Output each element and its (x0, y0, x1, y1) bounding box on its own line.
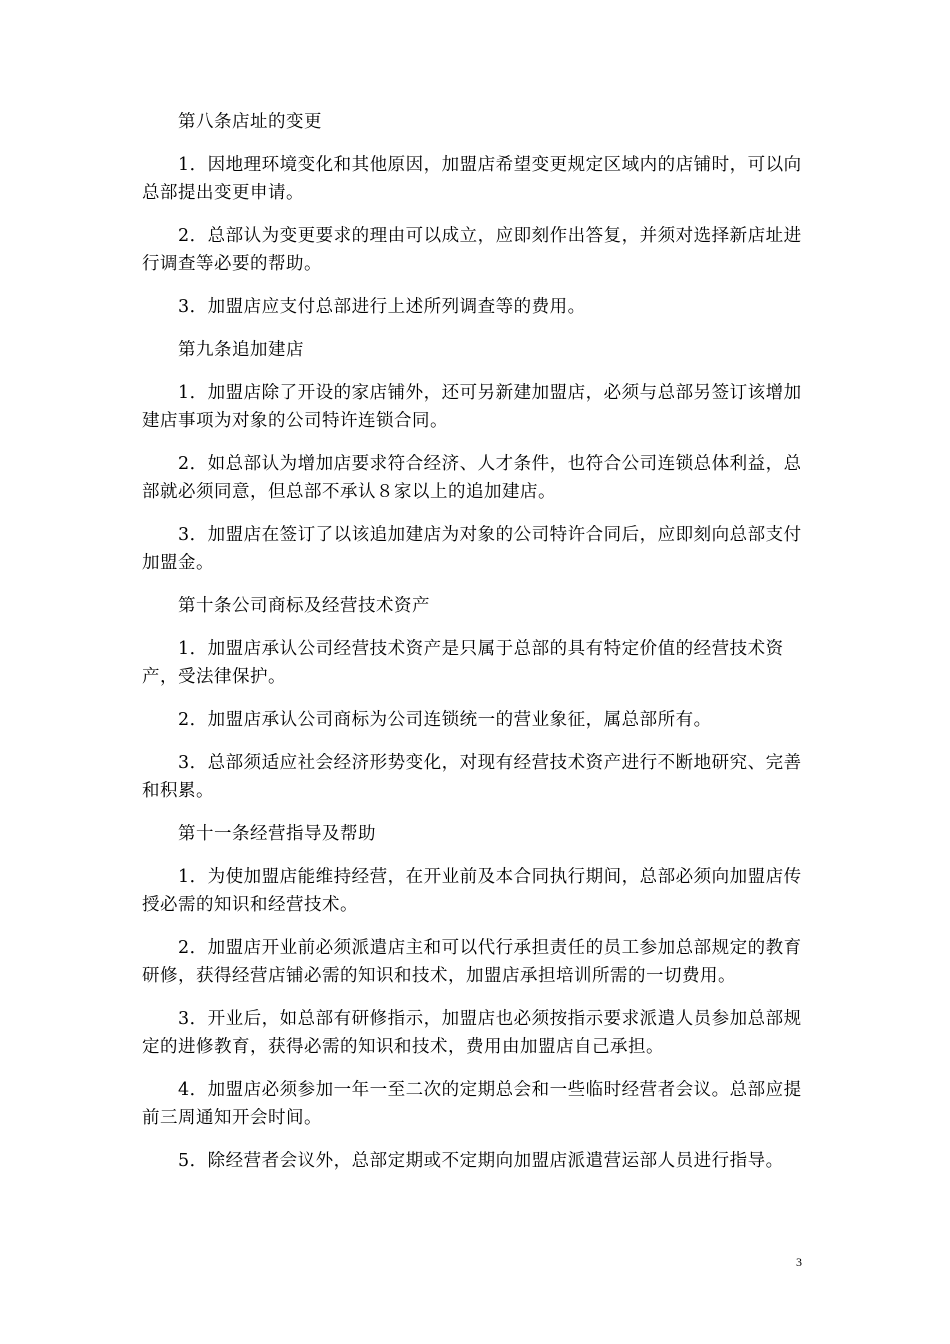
article-11-heading: 第十一条经营指导及帮助 (178, 824, 376, 844)
article-8-heading: 第八条店址的变更 (178, 112, 322, 132)
article-11-clause-2: 2．加盟店开业前必须派遣店主和可以代行承担责任的员工参加总部规定的教育研修，获得经营店铺必需的知识和技术，加盟店承担培训所需的一切费用。 (142, 938, 802, 986)
document-body (142, 108, 814, 1190)
article-9-heading: 第九条追加建店 (178, 340, 304, 360)
article-10-clause-2: 2．加盟店承认公司商标为公司连锁统一的营业象征，属总部所有。 (178, 710, 712, 730)
article-11-clause-1: 1．为使加盟店能维持经营，在开业前及本合同执行期间，总部必须向加盟店传授必需的知识和经营技术。 (142, 867, 802, 915)
article-8-clause-2: 2．总部认为变更要求的理由可以成立，应即刻作出答复，并须对选择新店址进行调查等必要的帮助。 (142, 226, 802, 274)
article-10-clause-1: 1．加盟店承认公司经营技术资产是只属于总部的具有特定价值的经营技术资产，受法律保护。 (142, 639, 784, 687)
article-10-clause-3: 3．总部须适应社会经济形势变化，对现有经营技术资产进行不断地研究、完善和积累。 (142, 753, 802, 801)
article-8-clause-3: 3．加盟店应支付总部进行上述所列调查等的费用。 (178, 297, 586, 317)
article-9-clause-2: 2．如总部认为增加店要求符合经济、人才条件，也符合公司连锁总体利益，总部就必须同意，但总部不承认８家以上的追加建店。 (142, 454, 802, 502)
article-10-heading: 第十条公司商标及经营技术资产 (178, 596, 430, 616)
article-11-clause-3: 3．开业后，如总部有研修指示，加盟店也必须按指示要求派遣人员参加总部规定的进修教育，获得必需的知识和技术，费用由加盟店自己承担。 (142, 1009, 802, 1057)
page-number: 3 (796, 1255, 802, 1269)
article-11-clause-5: 5．除经营者会议外，总部定期或不定期向加盟店派遣营运部人员进行指导。 (178, 1151, 784, 1171)
article-9-clause-1: 1．加盟店除了开设的家店铺外，还可另新建加盟店，必须与总部另签订该增加建店事项为对象的公司特许连锁合同。 (142, 383, 802, 431)
article-9-clause-3: 3．加盟店在签订了以该追加建店为对象的公司特许合同后，应即刻向总部支付加盟金。 (142, 525, 802, 573)
article-11-clause-4: 4．加盟店必须参加一年一至二次的定期总会和一些临时经营者会议。总部应提前三周通知开会时间。 (142, 1080, 802, 1128)
article-8-clause-1: 1．因地理环境变化和其他原因，加盟店希望变更规定区域内的店铺时，可以向总部提出变更申请。 (142, 155, 802, 203)
